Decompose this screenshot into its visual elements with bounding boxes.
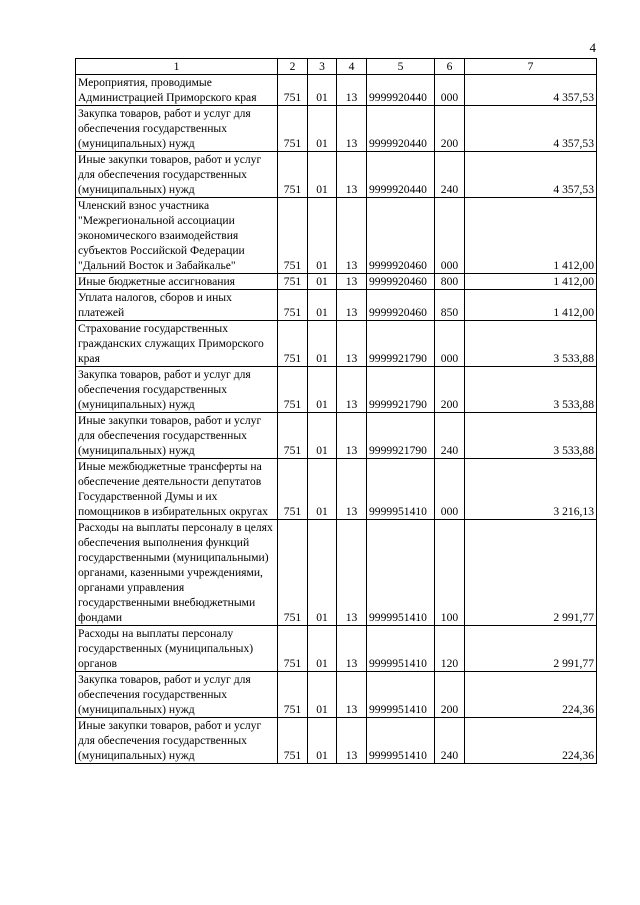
target-article-code: 9999951410 [367, 626, 435, 672]
target-article-code: 9999920440 [367, 152, 435, 198]
expense-type-code: 000 [435, 459, 465, 520]
section-code: 01 [308, 274, 337, 290]
row-name: Мероприятия, проводимые Администрацией Приморского края [76, 75, 278, 106]
target-article-code: 9999951410 [367, 520, 435, 626]
target-article-code: 9999920440 [367, 106, 435, 152]
amount: 4 357,53 [465, 152, 597, 198]
table-header-row [76, 59, 597, 75]
ministry-code: 751 [278, 672, 308, 718]
column-header: 7 [465, 59, 597, 75]
expense-type-code: 200 [435, 672, 465, 718]
ministry-code: 751 [278, 367, 308, 413]
subsection-code: 13 [337, 672, 367, 718]
table-row [76, 718, 597, 764]
section-code: 01 [308, 290, 337, 321]
row-name: Членский взнос участника "Межрегиональной ассоциации экономического взаимодействия субъектов Российской Федерации "Дальний Восток и Забайкалье" [76, 198, 278, 274]
target-article-code: 9999951410 [367, 718, 435, 764]
section-code: 01 [308, 106, 337, 152]
subsection-code: 13 [337, 321, 367, 367]
column-header: 2 [278, 59, 308, 75]
expense-type-code: 000 [435, 198, 465, 274]
expense-type-code: 000 [435, 75, 465, 106]
section-code: 01 [308, 321, 337, 367]
target-article-code: 9999951410 [367, 672, 435, 718]
amount: 2 991,77 [465, 520, 597, 626]
expense-type-code: 120 [435, 626, 465, 672]
expense-type-code: 850 [435, 290, 465, 321]
table-row [76, 367, 597, 413]
amount: 224,36 [465, 718, 597, 764]
section-code: 01 [308, 152, 337, 198]
row-name: Иные закупки товаров, работ и услуг для обеспечения государственных (муниципальных) нужд [76, 718, 278, 764]
expense-type-code: 000 [435, 321, 465, 367]
subsection-code: 13 [337, 718, 367, 764]
ministry-code: 751 [278, 459, 308, 520]
table-row [76, 626, 597, 672]
subsection-code: 13 [337, 626, 367, 672]
expense-type-code: 240 [435, 152, 465, 198]
ministry-code: 751 [278, 198, 308, 274]
row-name: Иные закупки товаров, работ и услуг для обеспечения государственных (муниципальных) нужд [76, 152, 278, 198]
subsection-code: 13 [337, 520, 367, 626]
expense-type-code: 240 [435, 718, 465, 764]
subsection-code: 13 [337, 413, 367, 459]
amount: 1 412,00 [465, 290, 597, 321]
table-row [76, 152, 597, 198]
amount: 4 357,53 [465, 106, 597, 152]
ministry-code: 751 [278, 321, 308, 367]
expense-type-code: 240 [435, 413, 465, 459]
ministry-code: 751 [278, 274, 308, 290]
section-code: 01 [308, 459, 337, 520]
row-name: Закупка товаров, работ и услуг для обеспечения государственных (муниципальных) нужд [76, 367, 278, 413]
section-code: 01 [308, 198, 337, 274]
table-row [76, 198, 597, 274]
subsection-code: 13 [337, 152, 367, 198]
page-number: 4 [589, 40, 596, 55]
table-row [76, 106, 597, 152]
amount: 1 412,00 [465, 198, 597, 274]
amount: 3 533,88 [465, 413, 597, 459]
row-name: Иные закупки товаров, работ и услуг для обеспечения государственных (муниципальных) нужд [76, 413, 278, 459]
ministry-code: 751 [278, 106, 308, 152]
amount: 4 357,53 [465, 75, 597, 106]
ministry-code: 751 [278, 75, 308, 106]
column-header: 1 [76, 59, 278, 75]
expense-type-code: 200 [435, 367, 465, 413]
amount: 2 991,77 [465, 626, 597, 672]
column-header: 3 [308, 59, 337, 75]
target-article-code: 9999951410 [367, 459, 435, 520]
table-row [76, 520, 597, 626]
amount: 3 533,88 [465, 367, 597, 413]
row-name: Иные межбюджетные трансферты на обеспечение деятельности депутатов Государственной Думы и их помощников в избирательных округах [76, 459, 278, 520]
amount: 1 412,00 [465, 274, 597, 290]
table-row [76, 75, 597, 106]
amount: 224,36 [465, 672, 597, 718]
target-article-code: 9999920440 [367, 75, 435, 106]
target-article-code: 9999920460 [367, 274, 435, 290]
subsection-code: 13 [337, 290, 367, 321]
row-name: Страхование государственных гражданских служащих Приморского края [76, 321, 278, 367]
subsection-code: 13 [337, 367, 367, 413]
subsection-code: 13 [337, 274, 367, 290]
table-row [76, 413, 597, 459]
ministry-code: 751 [278, 290, 308, 321]
section-code: 01 [308, 520, 337, 626]
target-article-code: 9999920460 [367, 290, 435, 321]
section-code: 01 [308, 672, 337, 718]
amount: 3 533,88 [465, 321, 597, 367]
table-row [76, 274, 597, 290]
section-code: 01 [308, 367, 337, 413]
row-name: Закупка товаров, работ и услуг для обеспечения государственных (муниципальных) нужд [76, 672, 278, 718]
expense-type-code: 100 [435, 520, 465, 626]
subsection-code: 13 [337, 106, 367, 152]
amount: 3 216,13 [465, 459, 597, 520]
ministry-code: 751 [278, 626, 308, 672]
section-code: 01 [308, 413, 337, 459]
column-header: 4 [337, 59, 367, 75]
expense-type-code: 200 [435, 106, 465, 152]
table-row [76, 459, 597, 520]
row-name: Расходы на выплаты персоналу в целях обеспечения выполнения функций государственными (муниципальными) органами, казенными учреждениями, органами управления государственными внебюджетными фондами [76, 520, 278, 626]
target-article-code: 9999921790 [367, 321, 435, 367]
row-name: Закупка товаров, работ и услуг для обеспечения государственных (муниципальных) нужд [76, 106, 278, 152]
subsection-code: 13 [337, 459, 367, 520]
table-row [76, 672, 597, 718]
expense-type-code: 800 [435, 274, 465, 290]
target-article-code: 9999920460 [367, 198, 435, 274]
row-name: Расходы на выплаты персоналу государственных (муниципальных) органов [76, 626, 278, 672]
ministry-code: 751 [278, 152, 308, 198]
table-row [76, 321, 597, 367]
subsection-code: 13 [337, 75, 367, 106]
budget-table [75, 58, 597, 764]
subsection-code: 13 [337, 198, 367, 274]
target-article-code: 9999921790 [367, 367, 435, 413]
row-name: Иные бюджетные ассигнования [76, 274, 278, 290]
row-name: Уплата налогов, сборов и иных платежей [76, 290, 278, 321]
ministry-code: 751 [278, 718, 308, 764]
section-code: 01 [308, 626, 337, 672]
column-header: 5 [367, 59, 435, 75]
ministry-code: 751 [278, 413, 308, 459]
ministry-code: 751 [278, 520, 308, 626]
section-code: 01 [308, 75, 337, 106]
column-header: 6 [435, 59, 465, 75]
table-row [76, 290, 597, 321]
target-article-code: 9999921790 [367, 413, 435, 459]
section-code: 01 [308, 718, 337, 764]
